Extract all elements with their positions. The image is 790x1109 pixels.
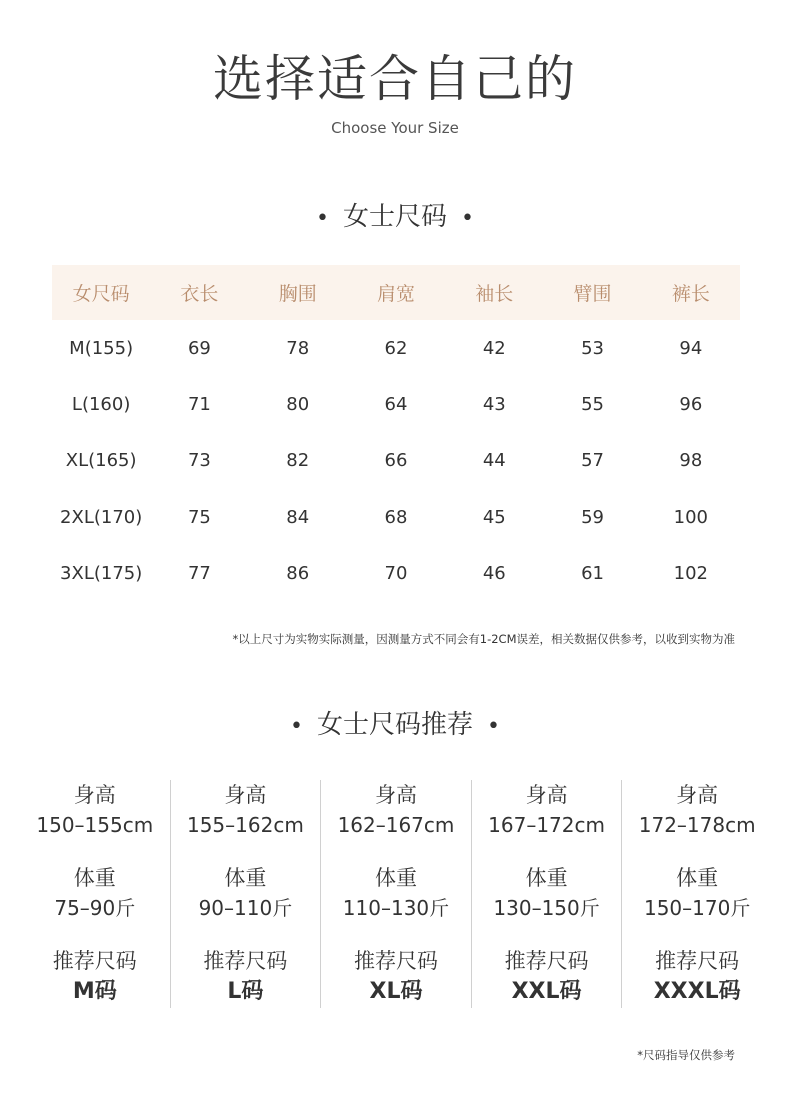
section-title-text: 女士尺码: [342, 202, 447, 232]
height-range: 162–167cm: [337, 813, 455, 837]
table-cell: 44: [482, 450, 506, 472]
table-cell: L(160): [71, 394, 131, 416]
table-cell: 77: [187, 563, 211, 585]
recommended-size: XXXL码: [653, 979, 741, 1004]
table-cell: 100: [673, 506, 709, 528]
table-cell: 64: [384, 394, 408, 416]
recommendation-column: [170, 780, 321, 1008]
table-row: [52, 546, 740, 602]
weight-range: 90–110斤: [198, 896, 293, 920]
height-label: 身高: [224, 783, 267, 807]
height-range: 155–162cm: [186, 813, 304, 837]
column-header: 衣长: [150, 265, 248, 320]
recommended-size-label: 推荐尺码: [504, 949, 589, 973]
bullet-dot: •: [290, 714, 303, 739]
recommendation-grid: [20, 780, 772, 1008]
weight-range: 130–150斤: [493, 896, 600, 920]
height-range: 150–155cm: [36, 813, 154, 837]
measurement-note: *以上尺寸为实物实际测量，因测量方式不同会有1-2CM误差，相关数据仅供参考，以收到实物为准: [232, 632, 735, 646]
table-cell: 94: [679, 337, 703, 359]
table-header-row: [52, 265, 740, 320]
table-cell: 96: [679, 394, 703, 416]
page-title: 选择适合自己的: [213, 50, 577, 108]
bullet-dot: •: [316, 206, 329, 231]
table-cell: 102: [673, 563, 709, 585]
table-cell: XL(165): [65, 450, 137, 472]
table-cell: 43: [482, 394, 506, 416]
page-subtitle: Choose Your Size: [331, 119, 459, 137]
table-row: [52, 320, 740, 376]
table-cell: 68: [384, 506, 408, 528]
column-header: 胸围: [249, 265, 347, 320]
size-guide-note: *尺码指导仅供参考: [637, 1048, 735, 1062]
weight-label: 体重: [676, 866, 719, 890]
column-header: 裤长: [642, 265, 740, 320]
table-cell: M(155): [69, 337, 134, 359]
recommended-size: XL码: [369, 979, 423, 1004]
height-range: 172–178cm: [638, 813, 756, 837]
section-title-size-recommendation: [0, 707, 790, 745]
table-cell: 2XL(170): [60, 506, 143, 528]
recommended-size-label: 推荐尺码: [52, 949, 137, 973]
weight-range: 110–130斤: [342, 896, 450, 920]
table-cell: 86: [286, 563, 310, 585]
recommended-size-label: 推荐尺码: [203, 949, 288, 973]
bullet-dot: •: [461, 206, 474, 231]
height-label: 身高: [73, 783, 116, 807]
column-header: 女尺码: [52, 265, 150, 320]
column-header: 臂围: [543, 265, 641, 320]
table-cell: 53: [581, 337, 604, 359]
recommended-size-label: 推荐尺码: [353, 949, 438, 973]
table-cell: 71: [187, 394, 211, 416]
table-cell: 42: [482, 337, 506, 359]
recommended-size-label: 推荐尺码: [655, 949, 740, 973]
recommendation-column: [320, 780, 471, 1008]
table-row: [52, 433, 740, 489]
table-cell: 57: [581, 450, 604, 472]
table-cell: 66: [384, 450, 408, 472]
weight-label: 体重: [73, 866, 116, 890]
table-cell: 75: [187, 506, 211, 528]
table-cell: 73: [187, 450, 211, 472]
section-title-text: 女士尺码推荐: [316, 710, 473, 740]
table-cell: 45: [482, 506, 506, 528]
recommendation-column: [621, 780, 772, 1008]
weight-label: 体重: [224, 866, 267, 890]
table-cell: 55: [581, 394, 604, 416]
weight-label: 体重: [525, 866, 568, 890]
table-cell: 69: [187, 337, 211, 359]
table-cell: 3XL(175): [60, 563, 143, 585]
bullet-dot: •: [487, 714, 500, 739]
table-cell: 62: [384, 337, 408, 359]
table-cell: 78: [286, 337, 310, 359]
table-cell: 59: [581, 506, 604, 528]
weight-range: 150–170斤: [643, 896, 751, 920]
recommended-size: L码: [227, 979, 264, 1004]
table-cell: 61: [581, 563, 604, 585]
table-cell: 46: [482, 563, 506, 585]
table-cell: 70: [384, 563, 408, 585]
recommendation-column: [471, 780, 622, 1008]
height-label: 身高: [525, 783, 568, 807]
column-header: 袖长: [445, 265, 543, 320]
table-cell: 82: [286, 450, 310, 472]
weight-label: 体重: [374, 866, 417, 890]
height-label: 身高: [676, 783, 719, 807]
height-label: 身高: [374, 783, 417, 807]
recommendation-column: [20, 780, 170, 1008]
table-row: [52, 376, 740, 432]
size-table: [52, 265, 740, 602]
column-header: 肩宽: [347, 265, 445, 320]
table-row: [52, 489, 740, 545]
weight-range: 75–90斤: [54, 896, 136, 920]
height-range: 167–172cm: [488, 813, 605, 837]
recommended-size: M码: [72, 979, 117, 1004]
table-cell: 80: [286, 394, 310, 416]
section-title-women-size: [0, 199, 790, 237]
recommended-size: XXL码: [511, 979, 582, 1004]
table-cell: 84: [286, 506, 310, 528]
table-cell: 98: [679, 450, 703, 472]
